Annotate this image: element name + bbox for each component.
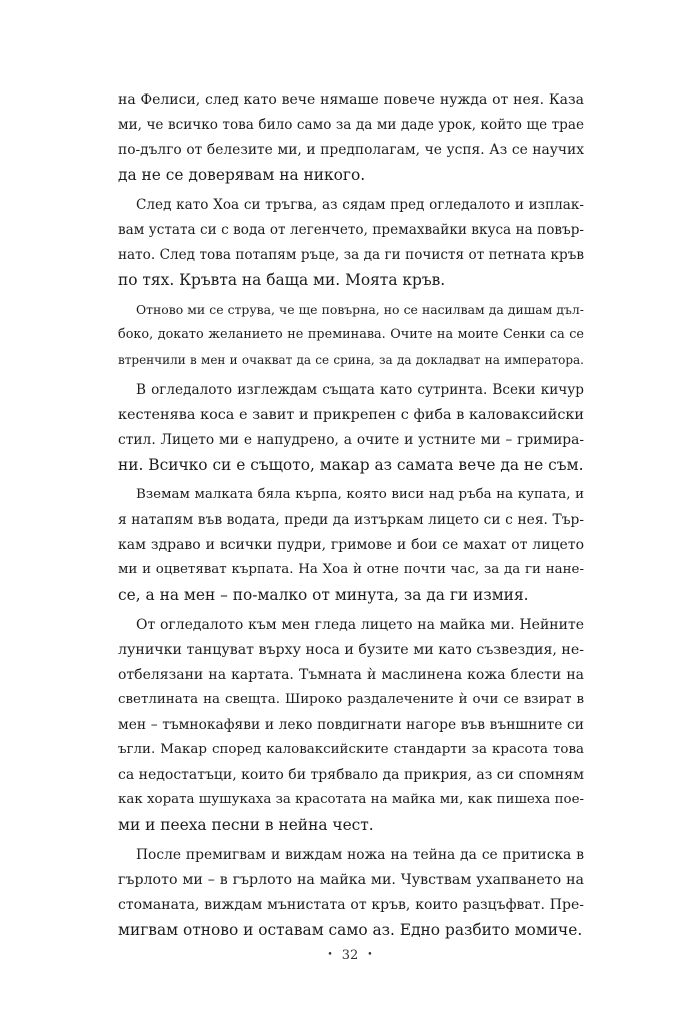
ornament-dot-right: • (367, 950, 373, 960)
text-line: Отново ми се струва, че ще повърна, но се насилвам да дишам дъл- (136, 302, 584, 317)
text-line: ми и оцветяват кърпата. На Хоа ѝ отне почти час, за да ги нане- (118, 562, 584, 577)
page-number-value: 32 (341, 948, 359, 963)
text-line: мигвам отново и оставам само аз. Едно разбито момиче. (118, 921, 583, 939)
text-line: стил. Лицето ми е напудрено, а очите и устните ми – гримира- (118, 432, 584, 448)
text-line: стоманата, виждам мънистата от кръв, които разцъфват. Пре- (118, 897, 584, 913)
text-line: В огледалото изглеждам същата като сутринта. Всеки кичур (136, 382, 584, 398)
text-line: как хората шушукаха за красотата на майка ми, как пишеха пое- (118, 792, 585, 807)
text-line: се, а на мен – по-малко от минута, за да ги измия. (118, 586, 529, 604)
text-line: После премигвам и виждам ножа на тейна да се притиска в (136, 847, 584, 863)
text-line: кестенява коса е завит и прикрепен с фиба в каловаксийски (118, 407, 584, 423)
text-line: втренчили в мен и очакват да се срина, за да докладват на императора. (118, 353, 584, 367)
text-line: След като Хоа си тръгва, аз сядам пред огледалото и изплак- (136, 197, 584, 213)
text-line: по тях. Кръвта на баща ми. Моята кръв. (118, 271, 446, 289)
text-line: нато. След това потапям ръце, за да ги почистя от петната кръв (118, 247, 584, 263)
text-line: вам устата си с вода от легенчето, премахвайки вкуса на повър- (118, 222, 584, 238)
ornament-dot-left: • (327, 950, 333, 960)
text-line: гърлото ми – в гърлото на майка ми. Чувствам ухапването на (118, 872, 584, 888)
text-line: да не се доверявам на никого. (118, 166, 366, 184)
page-number (0, 945, 700, 966)
text-line: ми и пееха песни в нейна чест. (118, 816, 374, 834)
text-line: по-дълго от белезите ми, и предполагам, че успя. Аз се научих (118, 142, 584, 158)
text-line: на Фелиси, след като вече нямаше повече нужда от нея. Каза (118, 92, 584, 108)
text-line: я натапям във водата, преди да изтъркам лицето си с нея. Тър- (118, 512, 584, 528)
text-line: Вземам малката бяла кърпа, която виси над ръба на купата, и (136, 487, 584, 502)
text-line: ми, че всичко това било само за да ми даде урок, който ще трае (118, 117, 584, 133)
text-line: са недостатъци, които би трябвало да прикрия, аз си спомням (118, 767, 584, 783)
text-line: мен – тъмнокафяви и леко повдигнати нагоре във външните си (118, 717, 584, 733)
text-line: ъгли. Макар според каловаксийските стандарти за красота това (118, 742, 584, 757)
text-line: лунички танцуват върху носа и бузите ми като съзвездия, не- (118, 642, 585, 658)
text-line: светлината на свещта. Широко раздалечените ѝ очи се взират в (118, 692, 584, 707)
text-line: кам здраво и всички пудри, гримове и бои се махат от лицето (118, 537, 584, 553)
text-line: От огледалото към мен гледа лицето на майка ми. Нейните (136, 617, 584, 633)
text-line: отбелязани на картата. Тъмната ѝ маслинена кожа блести на (118, 667, 584, 683)
text-line: боко, докато желанието не преминава. Очите на моите Сенки са се (118, 327, 584, 342)
text-line: ни. Всичко си е същото, макар аз самата вече да не съм. (118, 456, 584, 474)
